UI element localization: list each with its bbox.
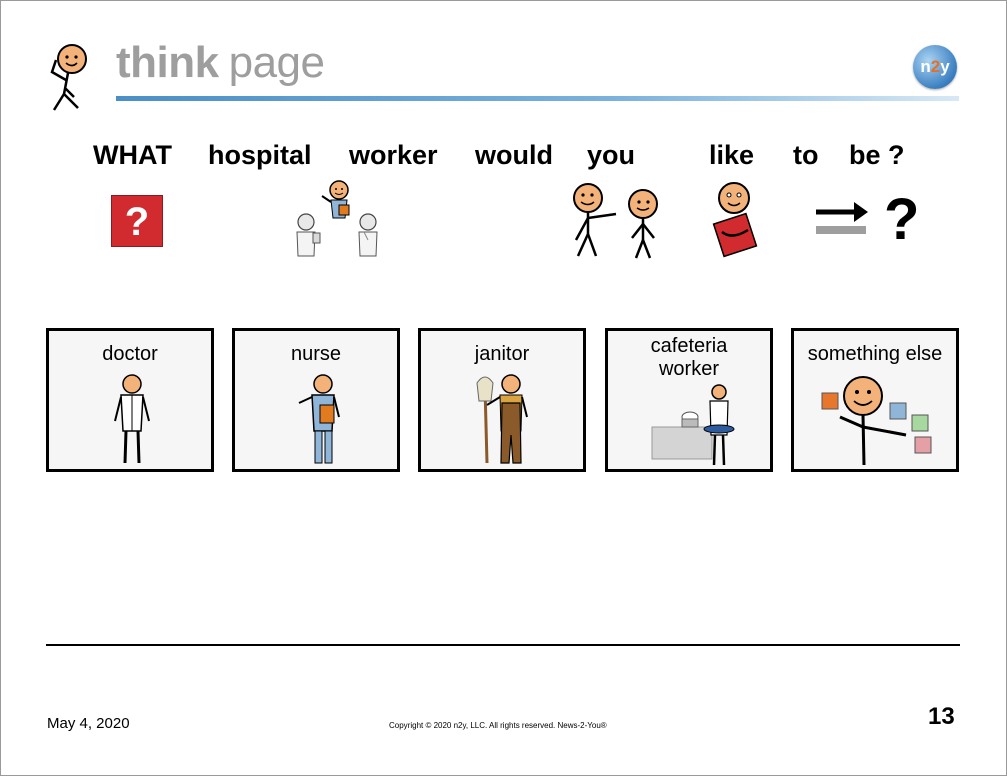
- choice-card-nurse[interactable]: [232, 328, 400, 472]
- big-question-mark: ?: [884, 187, 920, 252]
- choice-card-janitor[interactable]: [418, 328, 586, 472]
- title-bold-text: think: [116, 38, 219, 87]
- choice-card-cafeteria-worker[interactable]: [605, 328, 773, 472]
- page-title: [116, 38, 325, 88]
- question-word-what: WHAT: [93, 140, 172, 170]
- question-word-you: you: [587, 140, 636, 170]
- janitor-icon: [421, 331, 583, 469]
- like-heart-icon: [708, 180, 764, 260]
- footer-date: May 4, 2020: [47, 715, 130, 732]
- question-word-to: to: [793, 140, 819, 170]
- question-word-be: be ?: [849, 140, 905, 170]
- page-number: 13: [928, 703, 955, 730]
- n2y-logo: n2y: [913, 45, 957, 89]
- choice-label: cafeteria worker: [650, 335, 728, 380]
- question-word-worker: worker: [349, 140, 438, 170]
- doctor-icon: [49, 331, 211, 469]
- cafeteria-worker-icon: [608, 331, 770, 469]
- question-word-like: like: [709, 140, 755, 170]
- title-light-text: page: [228, 38, 325, 87]
- question-word-hospital: hospital: [208, 140, 312, 170]
- arrow-icon: [812, 200, 870, 242]
- footer-copyright: Copyright © 2020 n2y, LLC. All rights reserved. News-2-You®: [389, 721, 607, 730]
- choice-label: doctor: [102, 343, 158, 365]
- something-else-icon: [794, 331, 956, 469]
- you-pointing-icon: [568, 182, 664, 260]
- title-underline: [116, 96, 959, 101]
- footer-rule: [46, 644, 960, 646]
- choice-label: something else: [807, 343, 943, 365]
- question-word-would: would: [475, 140, 553, 170]
- choice-card-something-else[interactable]: [791, 328, 959, 472]
- choice-label: janitor: [474, 343, 530, 365]
- thinking-figure-icon: [44, 42, 94, 114]
- hospital-worker-icon: [288, 178, 384, 262]
- nurse-icon: [235, 331, 397, 469]
- choice-card-doctor[interactable]: [46, 328, 214, 472]
- choice-label: nurse: [290, 343, 342, 365]
- question-mark-icon: ?: [111, 195, 163, 247]
